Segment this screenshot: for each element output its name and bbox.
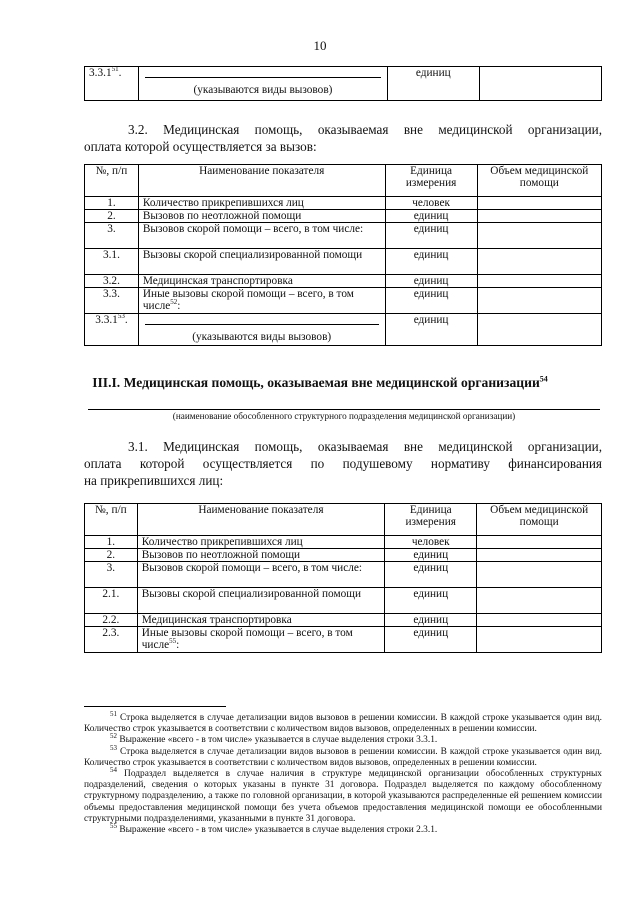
top-table bbox=[84, 66, 602, 101]
table-row: 3. Вызовов скорой помощи – всего, в том числе: единиц bbox=[85, 223, 602, 249]
subdivision-line bbox=[88, 409, 600, 410]
table-row: 3.3. Иные вызовы скорой помощи – всего, в том числе$^{52}$: единиц bbox=[85, 288, 602, 314]
table-row: 3.2. Медицинская транспортировка единиц bbox=[85, 275, 602, 288]
section-title: III.I. Медицинская помощь, оказываемая вне медицинской организации$^{54}$ bbox=[92, 374, 548, 390]
footnote-52: $^{52}$ Выражение «всего - в том числе» указывается в случае выделения строки 3.3.1. bbox=[110, 732, 438, 746]
indicator-name: (указываются виды вызовов) bbox=[139, 67, 388, 101]
table-header: №, п/п Наименование показателя Единица измерения Объем медицинской помощи bbox=[85, 504, 602, 536]
footnote-53: $^{53}$ Строка выделяется в случае детализации видов вызовов в решении комиссии. В каждой строке указывается один вид. Количество строк указывается в соответствии с количеством видов вызовов, определенных в решении комиссии. bbox=[84, 743, 602, 768]
table-header: №, п/п Наименование показателя Единица измерения Объем медицинской помощи bbox=[85, 165, 602, 197]
subdivision-caption: (наименование обособленного структурного подразделения медицинской организации) bbox=[172, 411, 516, 421]
table-calls bbox=[84, 164, 602, 346]
table-row: 1. Количество прикрепившихся лиц человек bbox=[85, 197, 602, 210]
table-row: 2. Вызовов по неотложной помощи единиц bbox=[85, 210, 602, 223]
table-row: 2.3. Иные вызовы скорой помощи – всего, в том числе$^{55}$: единиц bbox=[85, 627, 602, 653]
paragraph-3-2: 3.2. Медицинская помощь, оказываемая вне медицинской организации, оплата которой осуществляется за вызов: bbox=[84, 122, 602, 154]
unit-cell: единиц bbox=[387, 67, 479, 101]
footnotes bbox=[84, 709, 602, 836]
table-row: 2. Вызовов по неотложной помощи единиц bbox=[85, 549, 602, 562]
row-number: 3.3.1$^{51}$. bbox=[85, 67, 139, 101]
table-capitation bbox=[84, 503, 602, 653]
table-row: 3.3.1$^{53}$. (указываются виды вызовов) единиц bbox=[85, 314, 602, 346]
volume-cell bbox=[479, 67, 601, 101]
paragraph-3-1: 3.1. Медицинская помощь, оказываемая вне медицинской организации, оплата которой осуществляется по подушевому нормативу финансирования на прикрепившихся лиц: bbox=[84, 439, 602, 488]
table-row: 3.1. Вызовы скорой специализированной помощи единиц bbox=[85, 249, 602, 275]
footnote-55: $^{55}$ Выражение «всего - в том числе» указывается в случае выделения строки 2.3.1. bbox=[110, 821, 438, 836]
table-row: 1. Количество прикрепившихся лиц человек bbox=[85, 536, 602, 549]
table-row: 2.2. Медицинская транспортировка единиц bbox=[85, 614, 602, 627]
footnote-54: $^{54}$ Подраздел выделяется в случае наличия в структуре медицинской организации обособленных структурных подразделений, сведения о которых указаны в пункте 31 договора. Подраздел выделяется по каждому обособленному структурному подразделению, а также по головной организации, в которой указываются распределенные ей решением комиссии объемы предоставления медицинской помощи без учета объемов предоставления медицинской помощи ее обособленными структурными подразделениями, указанными в пункте 31 договора. bbox=[84, 765, 602, 824]
footnote-51: $^{51}$ Строка выделяется в случае детализации видов вызовов в решении комиссии. В каждой строке указывается один вид. Количество строк указывается в соответствии с количеством видов вызовов, определенных в решении комиссии. bbox=[84, 709, 602, 735]
page-number: 10 bbox=[313, 38, 327, 53]
table-row: 2.1. Вызовы скорой специализированной помощи единиц bbox=[85, 588, 602, 614]
footnote-separator bbox=[84, 706, 226, 707]
table-row: 3. Вызовов скорой помощи – всего, в том числе: единиц bbox=[85, 562, 602, 588]
